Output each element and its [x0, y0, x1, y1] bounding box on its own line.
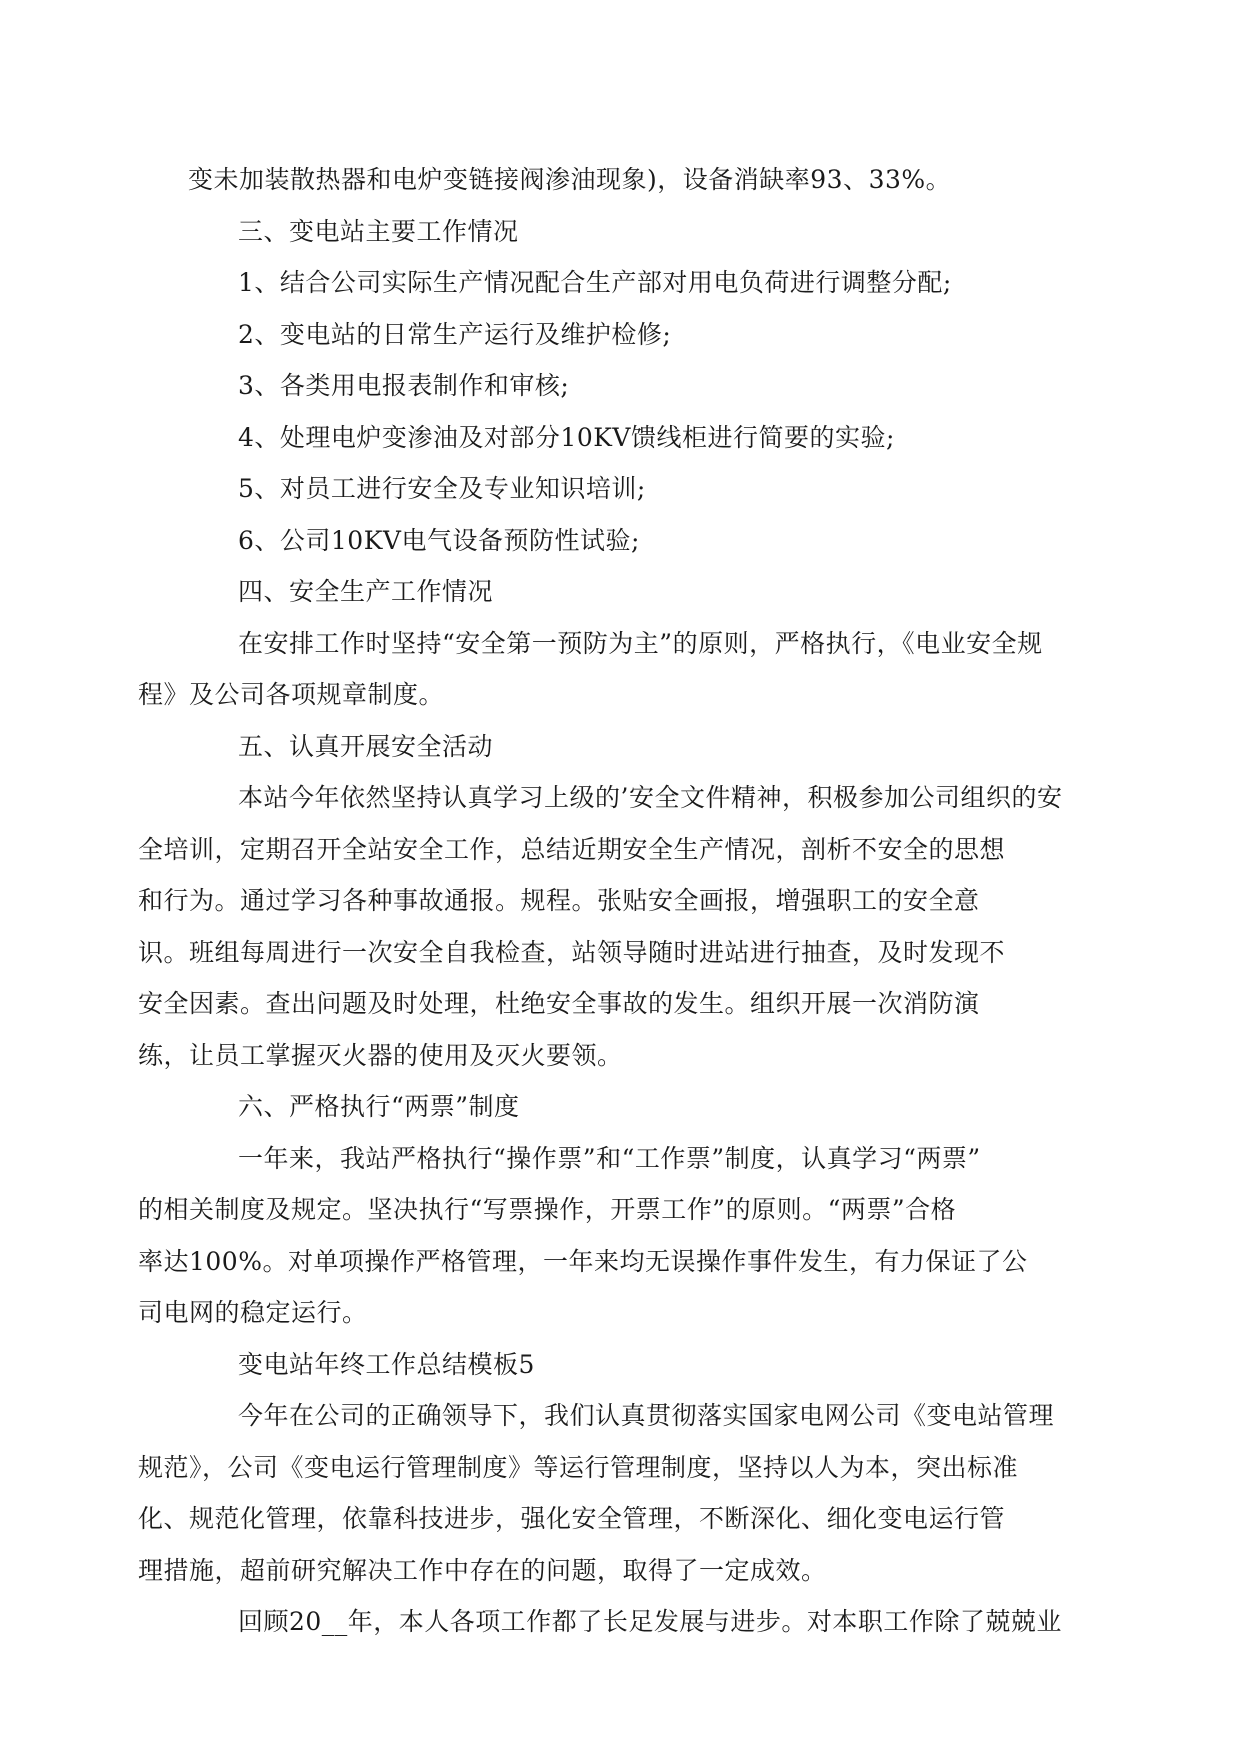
paragraph-p5	[188, 360, 1058, 412]
paragraph-p1	[188, 154, 1058, 206]
text-line: 变电站年终工作总结模板5	[238, 1349, 535, 1379]
text-line: 1、结合公司实际生产情况配合生产部对用电负荷进行调整分配;	[238, 268, 952, 297]
text-line: 程》及公司各项规章制度。	[138, 680, 445, 709]
text-line: 化、规范化管理，依靠科技进步，强化安全管理，不断深化、细化变电运行管	[138, 1504, 1006, 1533]
text-line: 安全因素。查出问题及时处理，杜绝安全事故的发生。组织开展一次消防演	[138, 989, 980, 1018]
text-line: 变未加装散热器和电炉变链接阀渗油现象)，设备消缺率93、33%。	[188, 165, 952, 194]
paragraph-p16	[138, 1390, 1058, 1596]
paragraph-p15	[188, 1339, 1058, 1391]
paragraph-p9	[188, 566, 1058, 618]
paragraph-p12	[138, 772, 1063, 1081]
text-line: 识。班组每周进行一次安全自我检查，站领导随时进站进行抽查，及时发现不	[138, 937, 1006, 967]
text-line: 四、安全生产工作情况	[238, 577, 494, 606]
paragraph-p17	[188, 1596, 1062, 1648]
text-line: 5、对员工进行安全及专业知识培训;	[238, 474, 646, 503]
text-line: 三、变电站主要工作情况	[238, 216, 519, 246]
text-line: 全培训，定期召开全站安全工作，总结近期安全生产情况，剖析不安全的思想	[138, 834, 1006, 864]
text-line: 和行为。通过学习各种事故通报。规程。张贴安全画报，增强职工的安全意	[138, 886, 980, 915]
text-line: 2、变电站的日常生产运行及维护检修;	[238, 319, 672, 349]
text-line: 理措施，超前研究解决工作中存在的问题，取得了一定成效。	[138, 1555, 827, 1585]
paragraph-p7	[188, 463, 1058, 515]
text-line: 六、严格执行“两票”制度	[238, 1092, 520, 1121]
paragraph-p3	[188, 257, 1058, 309]
text-line: 司电网的稳定运行。	[138, 1298, 368, 1327]
text-line: 今年在公司的正确领导下，我们认真贯彻落实国家电网公司《变电站管理	[238, 1401, 1055, 1430]
paragraph-p8	[188, 515, 1058, 567]
paragraph-p11	[188, 721, 1058, 773]
text-line: 4、处理电炉变渗油及对部分10KV馈线柜进行简要的实验;	[238, 422, 895, 452]
paragraph-p2	[188, 206, 1058, 258]
text-line: 6、公司10KV电气设备预防性试验;	[238, 525, 640, 555]
text-line: 率达100%。对单项操作严格管理，一年来均无误操作事件发生，有力保证了公	[138, 1246, 1028, 1276]
paragraph-p10	[138, 618, 1058, 721]
text-line: 本站今年依然坚持认真学习上级的’安全文件精神，积极参加公司组织的安	[238, 783, 1063, 812]
paragraph-p13	[188, 1081, 1058, 1133]
text-line: 回顾20__年，本人各项工作都了长足发展与进步。对本职工作除了兢兢业	[238, 1607, 1062, 1636]
text-line: 的相关制度及规定。坚决执行“写票操作，开票工作”的原则。“两票”合格	[138, 1195, 957, 1224]
text-line: 3、各类用电报表制作和审核;	[238, 371, 570, 400]
text-line: 一年来，我站严格执行“操作票”和“工作票”制度，认真学习“两票”	[238, 1143, 981, 1173]
paragraph-p14	[138, 1133, 1058, 1339]
paragraph-p6	[188, 412, 1058, 464]
text-line: 在安排工作时坚持“安全第一预防为主”的原则，严格执行，《电业安全规	[238, 628, 1043, 658]
text-line: 练，让员工掌握灭火器的使用及灭火要领。	[138, 1040, 623, 1070]
text-line: 规范》，公司《变电运行管理制度》等运行管理制度，坚持以人为本，突出标准	[138, 1452, 1019, 1482]
text-line: 五、认真开展安全活动	[238, 731, 494, 761]
document-body	[138, 154, 1063, 1648]
paragraph-p4	[188, 309, 1058, 361]
